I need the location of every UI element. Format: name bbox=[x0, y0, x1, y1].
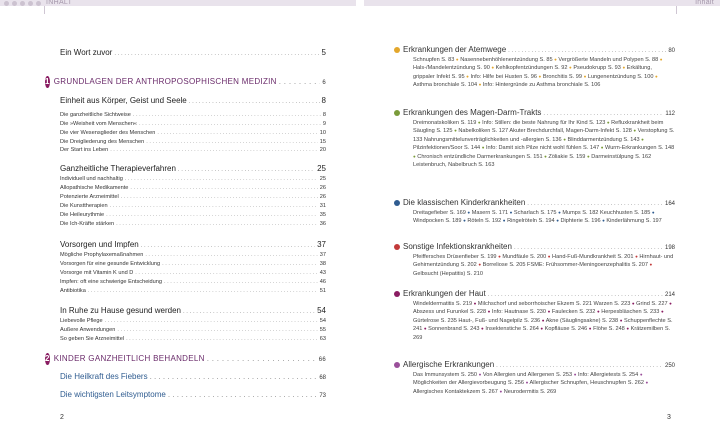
section-page: 80 bbox=[668, 48, 675, 54]
dot-leader bbox=[125, 176, 318, 182]
toc-entry-title: KINDER GANZHEITLICH BEHANDELN bbox=[53, 354, 205, 363]
toc-entry-sub[interactable] bbox=[60, 270, 326, 276]
dot-leader bbox=[133, 112, 321, 118]
right-header-bar bbox=[364, 0, 720, 6]
toc-entry-page: 31 bbox=[319, 203, 326, 209]
dot-leader bbox=[146, 139, 318, 145]
section-subtopics: Dreimonatskoliken S. 119 ● Info: Stillen: die beste Nahrung für Ihr Kind S. 123 ● Refluxkrankheit beim Säugling S. 125 ● Nabelkoliken S. 127 Akuter Brechdurchfall, Magen-Darm-Infekt S. 128 ● Verstopfung S. 133 Nahrungsmittelunverträglichkeiten und -allergien S. 136 ● Blinddarmentzündung S. 143 ● Pilzinfektionen/Soor S. 144 ● Info: Damit sich Pilze nicht wohl fühlen S. 147 ● Wurm-Erkrankungen S. 148 ● Chronisch entzündliche Darmerkrankungen S. 151 ● Zöliakie S. 159 ● Darmeinstülpung S. 162 Leistenbruch, Nabelbruch S. 163 bbox=[413, 120, 675, 169]
toc-entry-sub[interactable] bbox=[60, 121, 326, 127]
dot-leader bbox=[121, 194, 318, 200]
toc-section[interactable] bbox=[403, 242, 675, 278]
toc-entry-page: 25 bbox=[317, 164, 326, 173]
toc-entry-chap[interactable] bbox=[45, 76, 326, 88]
toc-entry-page: 46 bbox=[319, 279, 326, 285]
toc-entry-title: In Ruhe zu Hause gesund werden bbox=[60, 306, 181, 315]
toc-entry-sub[interactable] bbox=[60, 252, 326, 258]
toc-section[interactable] bbox=[403, 198, 675, 226]
toc-entry-title: Impfen: oft eine schwierige Entscheidung bbox=[60, 279, 162, 285]
toc-entry-sub[interactable] bbox=[60, 176, 326, 182]
dot-leader bbox=[116, 221, 318, 227]
toc-entry-title: Ein Wort zuvor bbox=[60, 48, 113, 57]
toc-entry-title: Der Start ins Leben bbox=[60, 147, 109, 153]
toc-entry-sub[interactable] bbox=[60, 261, 326, 267]
toc-entry-sub[interactable] bbox=[60, 221, 326, 227]
dot-leader bbox=[207, 354, 317, 363]
toc-entry-sub[interactable] bbox=[60, 212, 326, 218]
toc-entry-title: Vorsorge mit Vitamin K und D bbox=[60, 270, 134, 276]
section-bullet-icon bbox=[394, 362, 400, 368]
toc-entry-page: 37 bbox=[317, 240, 326, 249]
toc-entry-page: 37 bbox=[319, 252, 326, 258]
dot-leader bbox=[110, 203, 318, 209]
section-page: 250 bbox=[664, 363, 675, 369]
toc-entry-title: Die vier Wesensglieder des Menschen bbox=[60, 130, 156, 136]
toc-entry-title: Individuell und nachhaltig bbox=[60, 176, 123, 182]
dot-leader bbox=[135, 270, 317, 276]
toc-entry-h1[interactable] bbox=[60, 164, 326, 173]
toc-entry-page: 26 bbox=[319, 185, 326, 191]
toc-entry-title: Die »Weisheit vom Menschen« bbox=[60, 121, 138, 127]
toc-entry-page: 8 bbox=[322, 112, 326, 118]
toc-entry-sub[interactable] bbox=[60, 194, 326, 200]
dot-leader bbox=[88, 288, 318, 294]
toc-entry-title: So geben Sie Arzneimittel bbox=[60, 336, 125, 342]
right-header-title: Inhalt bbox=[695, 0, 714, 6]
toc-entry-page: 36 bbox=[319, 221, 326, 227]
toc-entry-title: Die Heilkraft des Fiebers bbox=[60, 372, 148, 381]
toc-entry-page: 15 bbox=[319, 139, 326, 145]
toc-entry-title: Antibiotika bbox=[60, 288, 86, 294]
section-subtopics: Das Immunsystem S. 250 ● Von Allergien und Allergenen S. 253 ● Info: Allergietests S. 254 ● Möglichkeiten der Allergievorbeugung S. 256 ● Allergischer Schnupfen, Heuschnupfen S. 262 ● Allergisches Kontaktekzem S. 267 ● Neurodermitis S. 269 bbox=[413, 372, 649, 395]
toc-entry-page: 43 bbox=[319, 270, 326, 276]
dot-leader bbox=[145, 252, 317, 258]
right-header-divider bbox=[676, 6, 677, 14]
toc-entry-page: 35 bbox=[319, 212, 326, 218]
toc-entry-page: 54 bbox=[317, 306, 326, 315]
toc-entry-h1[interactable] bbox=[60, 48, 326, 57]
toc-entry-page: 25 bbox=[319, 176, 326, 182]
toc-section[interactable] bbox=[403, 360, 675, 396]
toc-entry-title: Äußere Anwendungen bbox=[60, 327, 116, 333]
dot-leader bbox=[157, 130, 317, 136]
toc-section[interactable] bbox=[403, 108, 675, 169]
toc-entry-chap[interactable] bbox=[45, 353, 326, 365]
right-page-number: 3 bbox=[667, 414, 671, 421]
section-page: 198 bbox=[664, 245, 675, 251]
section-subtopics: Windeldermatitis S. 219 ● Milchschorf und seborrhoischer Ekzem S. 221 Warzen S. 223 ● Grind S. 227 ● Abszess und Furunkel S. 228 ● Info: Hautnase S. 230 ● Faulecken S. 232 ● Herpesbläschen S. 233 ● Gürtelrose S. 235 Haut-, Fuß- und Nagelpilz S. 236 ● Akne (Säuglingsakne) S. 238 ● Schuppenflechte S. 241 ● Sonnenbrand S. 243 ● Insektenstiche S. 264 ● Kopfläuse S. 246 ● Flöhe S. 248 ● Krätzemilben S. 269 bbox=[413, 301, 673, 341]
toc-entry-title: Potenzierte Arzneimittel bbox=[60, 194, 119, 200]
toc-entry-title: Ganzheitliche Therapieverfahren bbox=[60, 164, 176, 173]
chapter-number-badge: 2 bbox=[45, 354, 50, 363]
toc-entry-title: Liebevolle Pflege bbox=[60, 318, 103, 324]
toc-entry-sub[interactable] bbox=[60, 147, 326, 153]
toc-entry-sub[interactable] bbox=[60, 112, 326, 118]
toc-entry-title: Allopathische Medikamente bbox=[60, 185, 129, 191]
toc-entry-page: 38 bbox=[319, 261, 326, 267]
toc-entry-page: 8 bbox=[321, 96, 326, 105]
dot-leader bbox=[162, 261, 318, 267]
toc-entry-sub[interactable] bbox=[60, 288, 326, 294]
toc-entry-page: 63 bbox=[319, 336, 326, 342]
toc-entry-title: Die ganzheitliche Sichtweise bbox=[60, 112, 131, 118]
section-subtopics: Schnupfen S. 83 ● Nasennebenhöhlenentzündung S. 85 ● Vergrößerte Mandeln und Polypen S. 88 ● Hals-/Mandelentzündung S. 90 ● Kehlkopfentzündungen S. 92 ● Pseudokrupp S. 93 ● Erkältung, grippaler Infekt S. 95 ● Info: Hilfe bei Husten S. 96 ● Bronchitis S. 99 ● Lungenentzündung S. 100 ● Asthma bronchiale S. 104 ● Info: Hintergründe zu Asthma bronchiale S. 106 bbox=[413, 57, 663, 89]
dot-leader bbox=[279, 77, 321, 86]
dot-leader bbox=[139, 121, 321, 127]
toc-entry-title: Vorsorgen für eine gesunde Entwicklung bbox=[60, 261, 161, 267]
toc-entry-page: 73 bbox=[319, 393, 326, 399]
toc-entry-sub[interactable] bbox=[60, 130, 326, 136]
section-bullet-icon bbox=[394, 244, 400, 250]
toc-entry-page: 68 bbox=[319, 375, 326, 381]
dot-leader bbox=[189, 99, 320, 105]
dot-leader bbox=[514, 245, 663, 251]
toc-section[interactable] bbox=[403, 45, 675, 90]
dot-leader bbox=[496, 363, 663, 369]
section-title: Erkrankungen des Magen-Darm-Trakts bbox=[403, 108, 542, 117]
dot-leader bbox=[126, 336, 318, 342]
toc-entry-h1[interactable] bbox=[60, 96, 326, 105]
dot-leader bbox=[114, 51, 319, 57]
toc-entry-page: 51 bbox=[319, 288, 326, 294]
left-header-divider bbox=[44, 6, 45, 14]
toc-entry-page: 6 bbox=[322, 80, 326, 86]
toc-entry-page: 10 bbox=[319, 130, 326, 136]
dot-leader bbox=[183, 309, 315, 315]
toc-entry-title: GRUNDLAGEN DER ANTHROPOSOPHISCHEN MEDIZIN bbox=[53, 77, 277, 86]
toc-entry-title: Mögliche Prophylaxemaßnahmen bbox=[60, 252, 144, 258]
toc-entry-title: Die Kunsttherapien bbox=[60, 203, 108, 209]
dot-leader bbox=[110, 147, 318, 153]
dot-leader bbox=[164, 279, 318, 285]
toc-entry-title: Die wichtigsten Leitsymptome bbox=[60, 390, 166, 399]
dot-leader bbox=[527, 201, 663, 207]
toc-entry-sub[interactable] bbox=[60, 327, 326, 333]
toc-entry-sub[interactable] bbox=[60, 336, 326, 342]
toc-entry-page: 20 bbox=[319, 147, 326, 153]
toc-entry-blue[interactable] bbox=[60, 372, 326, 381]
chapter-number-badge: 1 bbox=[45, 77, 50, 86]
toc-entry-title: Die Ich-Kräfte stärken bbox=[60, 221, 115, 227]
toc-entry-sub[interactable] bbox=[60, 203, 326, 209]
dot-leader bbox=[488, 292, 663, 298]
toc-entry-title: Die Heileurythmie bbox=[60, 212, 105, 218]
toc-entry-blue[interactable] bbox=[60, 390, 326, 399]
header-dots bbox=[4, 1, 41, 6]
dot-leader bbox=[106, 212, 318, 218]
toc-entry-title: Einheit aus Körper, Geist und Seele bbox=[60, 96, 187, 105]
toc-entry-sub[interactable] bbox=[60, 318, 326, 324]
left-header-bar bbox=[0, 0, 356, 6]
toc-entry-sub[interactable] bbox=[60, 185, 326, 191]
section-title: Sonstige Infektionskrankheiten bbox=[403, 242, 512, 251]
section-subtopics: Pfeiffersches Drüsenfieber S. 199 ● Mundfäule S. 200 ● Hand-Fuß-Mundkrankheit S. 201 ● Hirnhaut- und Gehirnentzündung S. 202 ● Borreliose S. 205 FSME: Frühsommer-Meningoenzephalitis S. 207 ● Gelbsucht (Hepatitis) S. 210 bbox=[413, 254, 674, 277]
section-bullet-icon bbox=[394, 200, 400, 206]
section-subtopics: Dreitagefieber S. 169 ● Masern S. 171 ● Scharlach S. 175 ● Mumps S. 182 Keuchhusten S. 185 ● Windpocken S. 189 ● Röteln S. 192 ● Ringelröteln S. 194 ● Diphterie S. 196 ● Kinderlähmung S. 197 bbox=[413, 210, 662, 225]
section-title: Die klassischen Kinderkrankheiten bbox=[403, 198, 526, 207]
toc-section[interactable] bbox=[403, 289, 675, 342]
toc-entry-title: Vorsorgen und Impfen bbox=[60, 240, 139, 249]
toc-entry-title: Die Dreigliederung des Menschen bbox=[60, 139, 145, 145]
dot-leader bbox=[105, 318, 318, 324]
section-page: 112 bbox=[665, 111, 675, 117]
section-page: 164 bbox=[664, 201, 675, 207]
toc-entry-page: 26 bbox=[319, 194, 326, 200]
toc-entry-sub[interactable] bbox=[60, 139, 326, 145]
toc-entry-page: 5 bbox=[321, 48, 326, 57]
section-title: Erkrankungen der Atemwege bbox=[403, 45, 507, 54]
dot-leader bbox=[141, 243, 315, 249]
dot-leader bbox=[168, 390, 317, 399]
section-bullet-icon bbox=[394, 47, 400, 53]
left-header-title: INHALT bbox=[46, 0, 73, 6]
section-bullet-icon bbox=[394, 291, 400, 297]
left-page-number: 2 bbox=[60, 414, 64, 421]
dot-leader bbox=[508, 48, 666, 54]
toc-entry-page: 66 bbox=[318, 357, 326, 363]
toc-entry-h1[interactable] bbox=[60, 306, 326, 315]
toc-entry-page: 55 bbox=[319, 327, 326, 333]
section-bullet-icon bbox=[394, 110, 400, 116]
dot-leader bbox=[543, 111, 663, 117]
dot-leader bbox=[117, 327, 317, 333]
dot-leader bbox=[150, 372, 318, 381]
toc-entry-page: 9 bbox=[322, 121, 326, 127]
toc-entry-h1[interactable] bbox=[60, 240, 326, 249]
toc-entry-sub[interactable] bbox=[60, 279, 326, 285]
dot-leader bbox=[130, 185, 317, 191]
section-title: Allergische Erkrankungen bbox=[403, 360, 495, 369]
dot-leader bbox=[178, 167, 315, 173]
section-title: Erkrankungen der Haut bbox=[403, 289, 486, 298]
toc-entry-page: 54 bbox=[319, 318, 326, 324]
section-page: 214 bbox=[664, 292, 675, 298]
